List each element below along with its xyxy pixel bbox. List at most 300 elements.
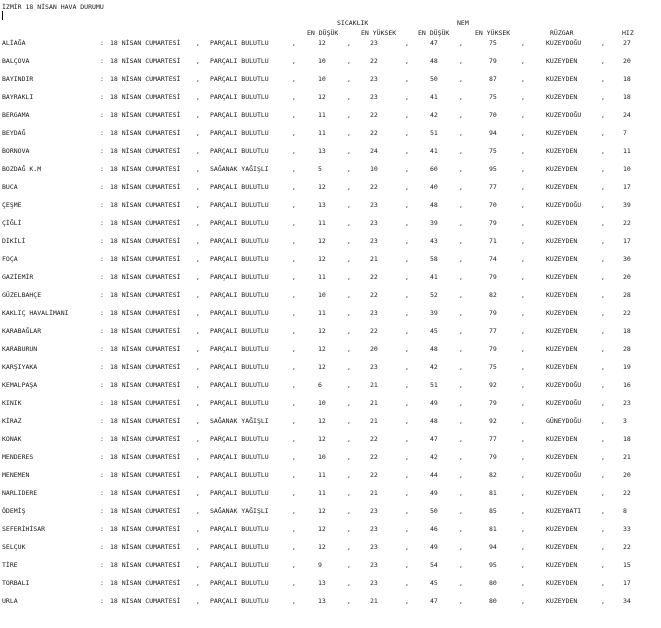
- district-name: KONAK: [2, 435, 22, 443]
- comma-separator: ,: [196, 291, 200, 299]
- comma-separator: ,: [459, 381, 463, 389]
- humidity-min-cell: 41: [430, 93, 438, 101]
- humidity-min-cell: 54: [430, 561, 438, 569]
- table-row: [0, 129, 661, 139]
- condition-cell: PARÇALI BULUTLU: [210, 345, 269, 353]
- table-row: [0, 489, 661, 499]
- date-cell: 18 NİSAN CUMARTESİ: [110, 453, 181, 461]
- temp-min-cell: 12: [318, 345, 326, 353]
- district-name: BOZDAĞ K.M: [2, 165, 42, 173]
- colon-separator: :: [100, 327, 104, 335]
- temp-min-cell: 12: [318, 417, 326, 425]
- comma-separator: ,: [292, 471, 296, 479]
- temp-max-cell: 23: [370, 39, 378, 47]
- humidity-max-cell: 82: [489, 291, 497, 299]
- comma-separator: ,: [521, 165, 525, 173]
- comma-separator: ,: [292, 291, 296, 299]
- district-name: BAYINDIR: [2, 75, 34, 83]
- wind-speed-cell: 20: [623, 273, 631, 281]
- comma-separator: ,: [347, 93, 351, 101]
- comma-separator: ,: [196, 201, 200, 209]
- comma-separator: ,: [601, 237, 605, 245]
- header-sicaklik: SICAKLIK: [337, 19, 369, 27]
- wind-speed-cell: 22: [623, 309, 631, 317]
- wind-speed-cell: 22: [623, 543, 631, 551]
- district-name: DİKİLİ: [2, 237, 26, 245]
- wind-speed-cell: 17: [623, 237, 631, 245]
- comma-separator: ,: [196, 363, 200, 371]
- comma-separator: ,: [292, 57, 296, 65]
- comma-separator: ,: [405, 453, 409, 461]
- condition-cell: PARÇALI BULUTLU: [210, 39, 269, 47]
- comma-separator: ,: [347, 183, 351, 191]
- comma-separator: ,: [405, 327, 409, 335]
- date-cell: 18 NİSAN CUMARTESİ: [110, 273, 181, 281]
- table-row: [0, 579, 661, 589]
- wind-speed-cell: 28: [623, 345, 631, 353]
- humidity-max-cell: 70: [489, 201, 497, 209]
- date-cell: 18 NİSAN CUMARTESİ: [110, 561, 181, 569]
- comma-separator: ,: [601, 597, 605, 605]
- temp-min-cell: 10: [318, 453, 326, 461]
- date-cell: 18 NİSAN CUMARTESİ: [110, 57, 181, 65]
- table-row: [0, 147, 661, 157]
- wind-direction-cell: KUZEYDEN: [546, 579, 578, 587]
- wind-direction-cell: KUZEYDOĞU: [546, 111, 582, 119]
- humidity-min-cell: 42: [430, 453, 438, 461]
- comma-separator: ,: [405, 255, 409, 263]
- colon-separator: :: [100, 507, 104, 515]
- colon-separator: :: [100, 381, 104, 389]
- district-name: ÇİĞLİ: [2, 219, 22, 227]
- table-row: [0, 417, 661, 427]
- temp-max-cell: 22: [370, 183, 378, 191]
- comma-separator: ,: [196, 489, 200, 497]
- colon-separator: :: [100, 111, 104, 119]
- wind-direction-cell: KUZEYDEN: [546, 147, 578, 155]
- wind-direction-cell: KUZEYDEN: [546, 561, 578, 569]
- district-name: SEFERİHİSAR: [2, 525, 46, 533]
- comma-separator: ,: [405, 183, 409, 191]
- temp-max-cell: 22: [370, 435, 378, 443]
- humidity-min-cell: 49: [430, 399, 438, 407]
- comma-separator: ,: [405, 57, 409, 65]
- humidity-max-cell: 95: [489, 165, 497, 173]
- comma-separator: ,: [459, 93, 463, 101]
- table-row: [0, 543, 661, 553]
- comma-separator: ,: [292, 201, 296, 209]
- comma-separator: ,: [196, 417, 200, 425]
- comma-separator: ,: [459, 543, 463, 551]
- comma-separator: ,: [196, 273, 200, 281]
- comma-separator: ,: [347, 147, 351, 155]
- condition-cell: PARÇALI BULUTLU: [210, 471, 269, 479]
- district-name: KARABAĞLAR: [2, 327, 42, 335]
- wind-direction-cell: KUZEYDEN: [546, 273, 578, 281]
- comma-separator: ,: [459, 471, 463, 479]
- comma-separator: ,: [405, 291, 409, 299]
- comma-separator: ,: [459, 597, 463, 605]
- comma-separator: ,: [292, 75, 296, 83]
- condition-cell: PARÇALI BULUTLU: [210, 291, 269, 299]
- humidity-max-cell: 87: [489, 75, 497, 83]
- comma-separator: ,: [347, 525, 351, 533]
- humidity-max-cell: 75: [489, 147, 497, 155]
- colon-separator: :: [100, 309, 104, 317]
- comma-separator: ,: [521, 345, 525, 353]
- humidity-min-cell: 58: [430, 255, 438, 263]
- temp-min-cell: 13: [318, 201, 326, 209]
- temp-min-cell: 12: [318, 543, 326, 551]
- comma-separator: ,: [459, 255, 463, 263]
- humidity-max-cell: 92: [489, 417, 497, 425]
- temp-max-cell: 23: [370, 309, 378, 317]
- comma-separator: ,: [601, 165, 605, 173]
- district-name: ÇEŞME: [2, 201, 22, 209]
- temp-min-cell: 12: [318, 435, 326, 443]
- humidity-max-cell: 92: [489, 381, 497, 389]
- temp-min-cell: 9: [318, 561, 322, 569]
- colon-separator: :: [100, 561, 104, 569]
- wind-direction-cell: KUZEYDEN: [546, 165, 578, 173]
- comma-separator: ,: [601, 435, 605, 443]
- wind-speed-cell: 39: [623, 201, 631, 209]
- temp-min-cell: 12: [318, 525, 326, 533]
- comma-separator: ,: [292, 129, 296, 137]
- colon-separator: :: [100, 291, 104, 299]
- district-name: BEYDAĞ: [2, 129, 26, 137]
- temp-min-cell: 12: [318, 183, 326, 191]
- comma-separator: ,: [459, 309, 463, 317]
- comma-separator: ,: [521, 543, 525, 551]
- comma-separator: ,: [196, 309, 200, 317]
- temp-min-cell: 12: [318, 93, 326, 101]
- district-name: BUCA: [2, 183, 18, 191]
- humidity-max-cell: 79: [489, 309, 497, 317]
- comma-separator: ,: [196, 129, 200, 137]
- temp-max-cell: 23: [370, 201, 378, 209]
- colon-separator: :: [100, 525, 104, 533]
- comma-separator: ,: [405, 543, 409, 551]
- comma-separator: ,: [196, 75, 200, 83]
- condition-cell: PARÇALI BULUTLU: [210, 201, 269, 209]
- comma-separator: ,: [196, 327, 200, 335]
- colon-separator: :: [100, 75, 104, 83]
- humidity-min-cell: 46: [430, 525, 438, 533]
- temp-max-cell: 22: [370, 111, 378, 119]
- wind-direction-cell: KUZEYDEN: [546, 489, 578, 497]
- comma-separator: ,: [521, 93, 525, 101]
- comma-separator: ,: [521, 201, 525, 209]
- wind-direction-cell: KUZEYDOĞU: [546, 399, 582, 407]
- comma-separator: ,: [601, 579, 605, 587]
- date-cell: 18 NİSAN CUMARTESİ: [110, 399, 181, 407]
- district-name: BORNOVA: [2, 147, 30, 155]
- comma-separator: ,: [521, 111, 525, 119]
- colon-separator: :: [100, 345, 104, 353]
- district-name: SELÇUK: [2, 543, 26, 551]
- comma-separator: ,: [347, 165, 351, 173]
- temp-max-cell: 22: [370, 273, 378, 281]
- comma-separator: ,: [601, 345, 605, 353]
- temp-min-cell: 11: [318, 273, 326, 281]
- table-row: [0, 309, 661, 319]
- comma-separator: ,: [521, 237, 525, 245]
- comma-separator: ,: [601, 417, 605, 425]
- temp-min-cell: 10: [318, 57, 326, 65]
- wind-speed-cell: 21: [623, 453, 631, 461]
- comma-separator: ,: [347, 597, 351, 605]
- colon-separator: :: [100, 543, 104, 551]
- date-cell: 18 NİSAN CUMARTESİ: [110, 309, 181, 317]
- humidity-max-cell: 81: [489, 489, 497, 497]
- comma-separator: ,: [347, 309, 351, 317]
- humidity-min-cell: 40: [430, 183, 438, 191]
- condition-cell: PARÇALI BULUTLU: [210, 597, 269, 605]
- comma-separator: ,: [601, 381, 605, 389]
- wind-direction-cell: KUZEYDOĞU: [546, 471, 582, 479]
- comma-separator: ,: [347, 453, 351, 461]
- comma-separator: ,: [196, 147, 200, 155]
- colon-separator: :: [100, 237, 104, 245]
- comma-separator: ,: [459, 75, 463, 83]
- comma-separator: ,: [292, 435, 296, 443]
- wind-direction-cell: KUZEYDEN: [546, 57, 578, 65]
- table-row: [0, 165, 661, 175]
- colon-separator: :: [100, 147, 104, 155]
- humidity-max-cell: 74: [489, 255, 497, 263]
- wind-direction-cell: KUZEYDEN: [546, 327, 578, 335]
- wind-speed-cell: 22: [623, 489, 631, 497]
- comma-separator: ,: [601, 255, 605, 263]
- district-name: KİRAZ: [2, 417, 22, 425]
- header-nem: NEM: [457, 19, 469, 27]
- district-name: KAKLIÇ HAVALİMANI: [2, 309, 69, 317]
- wind-speed-cell: 8: [623, 507, 627, 515]
- comma-separator: ,: [459, 417, 463, 425]
- comma-separator: ,: [196, 543, 200, 551]
- comma-separator: ,: [405, 345, 409, 353]
- comma-separator: ,: [601, 111, 605, 119]
- comma-separator: ,: [292, 597, 296, 605]
- table-row: [0, 327, 661, 337]
- date-cell: 18 NİSAN CUMARTESİ: [110, 255, 181, 263]
- comma-separator: ,: [459, 201, 463, 209]
- temp-min-cell: 13: [318, 579, 326, 587]
- comma-separator: ,: [405, 399, 409, 407]
- wind-speed-cell: 17: [623, 183, 631, 191]
- colon-separator: :: [100, 129, 104, 137]
- wind-speed-cell: 20: [623, 471, 631, 479]
- temp-max-cell: 23: [370, 543, 378, 551]
- comma-separator: ,: [196, 381, 200, 389]
- comma-separator: ,: [196, 57, 200, 65]
- humidity-max-cell: 75: [489, 39, 497, 47]
- comma-separator: ,: [459, 147, 463, 155]
- comma-separator: ,: [347, 579, 351, 587]
- temp-min-cell: 11: [318, 309, 326, 317]
- humidity-min-cell: 39: [430, 219, 438, 227]
- comma-separator: ,: [521, 579, 525, 587]
- condition-cell: PARÇALI BULUTLU: [210, 57, 269, 65]
- wind-direction-cell: KUZEYDEN: [546, 543, 578, 551]
- date-cell: 18 NİSAN CUMARTESİ: [110, 579, 181, 587]
- temp-max-cell: 23: [370, 525, 378, 533]
- comma-separator: ,: [459, 57, 463, 65]
- humidity-min-cell: 48: [430, 345, 438, 353]
- wind-speed-cell: 10: [623, 165, 631, 173]
- temp-min-cell: 12: [318, 363, 326, 371]
- table-row: [0, 381, 661, 391]
- condition-cell: PARÇALI BULUTLU: [210, 579, 269, 587]
- humidity-min-cell: 47: [430, 597, 438, 605]
- comma-separator: ,: [347, 273, 351, 281]
- comma-separator: ,: [405, 561, 409, 569]
- comma-separator: ,: [521, 219, 525, 227]
- comma-separator: ,: [521, 471, 525, 479]
- date-cell: 18 NİSAN CUMARTESİ: [110, 525, 181, 533]
- comma-separator: ,: [405, 147, 409, 155]
- comma-separator: ,: [601, 201, 605, 209]
- temp-min-cell: 13: [318, 597, 326, 605]
- colon-separator: :: [100, 363, 104, 371]
- humidity-max-cell: 95: [489, 561, 497, 569]
- colon-separator: :: [100, 489, 104, 497]
- temp-max-cell: 20: [370, 345, 378, 353]
- comma-separator: ,: [196, 39, 200, 47]
- wind-direction-cell: KUZEYDOĞU: [546, 201, 582, 209]
- comma-separator: ,: [521, 183, 525, 191]
- date-cell: 18 NİSAN CUMARTESİ: [110, 219, 181, 227]
- colon-separator: :: [100, 57, 104, 65]
- date-cell: 18 NİSAN CUMARTESİ: [110, 345, 181, 353]
- comma-separator: ,: [405, 471, 409, 479]
- district-name: FOÇA: [2, 255, 18, 263]
- comma-separator: ,: [347, 291, 351, 299]
- comma-separator: ,: [292, 309, 296, 317]
- temp-max-cell: 22: [370, 327, 378, 335]
- comma-separator: ,: [521, 435, 525, 443]
- temp-max-cell: 21: [370, 597, 378, 605]
- humidity-max-cell: 77: [489, 435, 497, 443]
- date-cell: 18 NİSAN CUMARTESİ: [110, 291, 181, 299]
- comma-separator: ,: [196, 507, 200, 515]
- humidity-min-cell: 47: [430, 39, 438, 47]
- wind-speed-cell: 3: [623, 417, 627, 425]
- colon-separator: :: [100, 219, 104, 227]
- humidity-min-cell: 43: [430, 237, 438, 245]
- comma-separator: ,: [292, 147, 296, 155]
- comma-separator: ,: [601, 39, 605, 47]
- comma-separator: ,: [521, 75, 525, 83]
- date-cell: 18 NİSAN CUMARTESİ: [110, 201, 181, 209]
- temp-min-cell: 12: [318, 507, 326, 515]
- comma-separator: ,: [405, 219, 409, 227]
- comma-separator: ,: [347, 75, 351, 83]
- temp-max-cell: 23: [370, 363, 378, 371]
- header-humidity-max: EN YÜKSEK: [475, 29, 511, 37]
- temp-max-cell: 21: [370, 381, 378, 389]
- humidity-max-cell: 70: [489, 111, 497, 119]
- comma-separator: ,: [521, 507, 525, 515]
- district-name: KARABURUN: [2, 345, 38, 353]
- condition-cell: PARÇALI BULUTLU: [210, 399, 269, 407]
- wind-direction-cell: KUZEYDEN: [546, 453, 578, 461]
- comma-separator: ,: [405, 39, 409, 47]
- table-row: [0, 471, 661, 481]
- temp-min-cell: 11: [318, 219, 326, 227]
- humidity-max-cell: 82: [489, 471, 497, 479]
- colon-separator: :: [100, 417, 104, 425]
- humidity-max-cell: 79: [489, 453, 497, 461]
- comma-separator: ,: [601, 363, 605, 371]
- wind-direction-cell: KUZEYDEN: [546, 291, 578, 299]
- table-row: [0, 255, 661, 265]
- condition-cell: PARÇALI BULUTLU: [210, 381, 269, 389]
- comma-separator: ,: [405, 417, 409, 425]
- date-cell: 18 NİSAN CUMARTESİ: [110, 111, 181, 119]
- comma-separator: ,: [292, 579, 296, 587]
- comma-separator: ,: [521, 597, 525, 605]
- comma-separator: ,: [292, 543, 296, 551]
- humidity-max-cell: 77: [489, 327, 497, 335]
- comma-separator: ,: [347, 417, 351, 425]
- humidity-max-cell: 71: [489, 237, 497, 245]
- comma-separator: ,: [292, 327, 296, 335]
- condition-cell: SAĞANAK YAĞIŞLI: [210, 165, 269, 173]
- humidity-min-cell: 47: [430, 435, 438, 443]
- temp-max-cell: 10: [370, 165, 378, 173]
- comma-separator: ,: [405, 201, 409, 209]
- wind-direction-cell: KUZEYDEN: [546, 345, 578, 353]
- colon-separator: :: [100, 579, 104, 587]
- comma-separator: ,: [196, 165, 200, 173]
- comma-separator: ,: [521, 525, 525, 533]
- humidity-max-cell: 80: [489, 579, 497, 587]
- comma-separator: ,: [459, 507, 463, 515]
- comma-separator: ,: [601, 129, 605, 137]
- temp-min-cell: 6: [318, 381, 322, 389]
- colon-separator: :: [100, 471, 104, 479]
- date-cell: 18 NİSAN CUMARTESİ: [110, 507, 181, 515]
- comma-separator: ,: [347, 561, 351, 569]
- condition-cell: PARÇALI BULUTLU: [210, 255, 269, 263]
- date-cell: 18 NİSAN CUMARTESİ: [110, 417, 181, 425]
- comma-separator: ,: [347, 111, 351, 119]
- comma-separator: ,: [196, 597, 200, 605]
- comma-separator: ,: [521, 327, 525, 335]
- comma-separator: ,: [459, 111, 463, 119]
- wind-speed-cell: 20: [623, 57, 631, 65]
- comma-separator: ,: [601, 507, 605, 515]
- comma-separator: ,: [292, 183, 296, 191]
- comma-separator: ,: [405, 525, 409, 533]
- comma-separator: ,: [521, 57, 525, 65]
- humidity-min-cell: 42: [430, 111, 438, 119]
- humidity-min-cell: 49: [430, 543, 438, 551]
- colon-separator: :: [100, 183, 104, 191]
- comma-separator: ,: [405, 309, 409, 317]
- wind-speed-cell: 18: [623, 327, 631, 335]
- humidity-max-cell: 94: [489, 543, 497, 551]
- comma-separator: ,: [292, 237, 296, 245]
- temp-min-cell: 12: [318, 237, 326, 245]
- table-row: [0, 525, 661, 535]
- comma-separator: ,: [292, 111, 296, 119]
- comma-separator: ,: [601, 93, 605, 101]
- comma-separator: ,: [459, 435, 463, 443]
- comma-separator: ,: [292, 219, 296, 227]
